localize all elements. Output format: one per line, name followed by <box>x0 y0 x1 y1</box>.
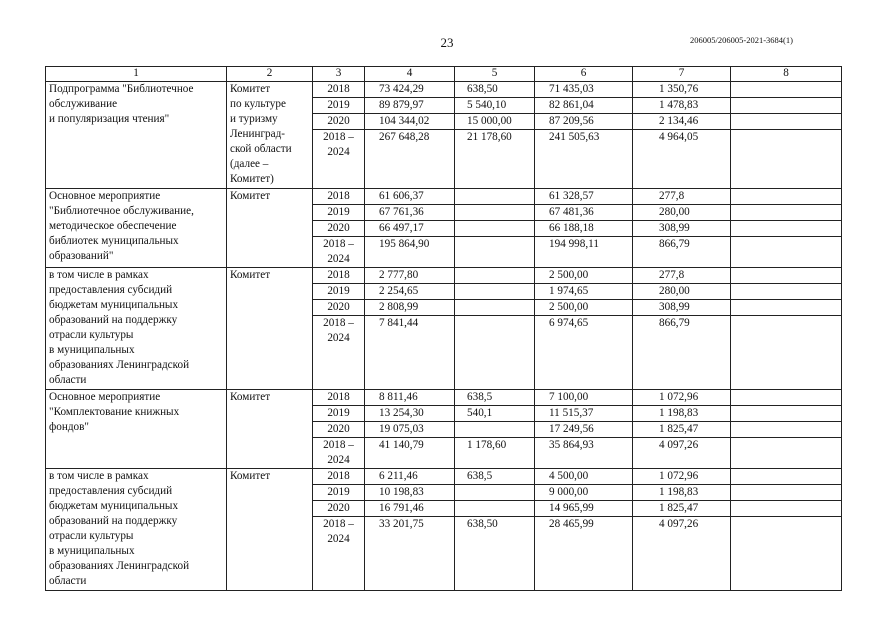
col6-amount-cell: 2 500,00 <box>535 300 633 316</box>
executor-cell: Комитет <box>227 469 313 591</box>
col8-cell <box>731 438 842 469</box>
total-amount-cell: 66 497,17 <box>365 221 455 237</box>
total-amount-cell: 13 254,30 <box>365 406 455 422</box>
year-cell: 2020 <box>313 501 365 517</box>
col6-amount-cell: 82 861,04 <box>535 98 633 114</box>
col8-cell <box>731 237 842 268</box>
total-amount-cell: 267 648,28 <box>365 130 455 189</box>
col7-amount-cell: 1 072,96 <box>633 469 731 485</box>
col8-cell <box>731 114 842 130</box>
col8-cell <box>731 469 842 485</box>
col8-cell <box>731 517 842 591</box>
col6-amount-cell: 28 465,99 <box>535 517 633 591</box>
col7-amount-cell: 4 097,26 <box>633 517 731 591</box>
col8-cell <box>731 406 842 422</box>
total-amount-cell: 7 841,44 <box>365 316 455 390</box>
budget-table <box>45 66 842 591</box>
col8-cell <box>731 268 842 284</box>
col8-cell <box>731 98 842 114</box>
col5-amount-cell <box>455 501 535 517</box>
program-name-cell: Подпрограмма "Библиотечное обслуживание и популяризация чтения" <box>46 82 227 189</box>
executor-cell: Комитет <box>227 390 313 469</box>
col6-amount-cell: 1 974,65 <box>535 284 633 300</box>
col7-amount-cell: 1 825,47 <box>633 422 731 438</box>
col6-amount-cell: 66 188,18 <box>535 221 633 237</box>
col6-amount-cell: 6 974,65 <box>535 316 633 390</box>
table-body <box>46 82 842 591</box>
col7-amount-cell: 1 350,76 <box>633 82 731 98</box>
col7-amount-cell: 1 198,83 <box>633 406 731 422</box>
year-cell: 2018 <box>313 268 365 284</box>
table-row <box>46 268 842 284</box>
total-amount-cell: 104 344,02 <box>365 114 455 130</box>
program-name-cell: Основное мероприятие "Библиотечное обслуживание, методическое обеспечение библиотек муниципальных образований" <box>46 189 227 268</box>
col6-amount-cell: 87 209,56 <box>535 114 633 130</box>
document-id: 206005/206005-2021-3684(1) <box>690 35 793 45</box>
total-amount-cell: 195 864,90 <box>365 237 455 268</box>
col8-cell <box>731 390 842 406</box>
header-cell: 8 <box>731 67 842 82</box>
col5-amount-cell <box>455 237 535 268</box>
col6-amount-cell: 194 998,11 <box>535 237 633 268</box>
year-cell: 2018 <box>313 390 365 406</box>
col5-amount-cell: 21 178,60 <box>455 130 535 189</box>
col7-amount-cell: 280,00 <box>633 205 731 221</box>
col5-amount-cell <box>455 300 535 316</box>
header-cell: 4 <box>365 67 455 82</box>
executor-cell: Комитет <box>227 268 313 390</box>
col7-amount-cell: 277,8 <box>633 189 731 205</box>
year-cell: 2020 <box>313 221 365 237</box>
total-amount-cell: 2 777,80 <box>365 268 455 284</box>
table-row <box>46 469 842 485</box>
total-amount-cell: 2 254,65 <box>365 284 455 300</box>
col5-amount-cell <box>455 268 535 284</box>
col6-amount-cell: 71 435,03 <box>535 82 633 98</box>
col5-amount-cell: 1 178,60 <box>455 438 535 469</box>
col6-amount-cell: 11 515,37 <box>535 406 633 422</box>
col7-amount-cell: 308,99 <box>633 300 731 316</box>
col6-amount-cell: 4 500,00 <box>535 469 633 485</box>
total-amount-cell: 41 140,79 <box>365 438 455 469</box>
total-amount-cell: 6 211,46 <box>365 469 455 485</box>
col8-cell <box>731 130 842 189</box>
year-cell: 2018 <box>313 469 365 485</box>
col5-amount-cell: 638,50 <box>455 517 535 591</box>
year-cell: 2019 <box>313 98 365 114</box>
total-amount-cell: 16 791,46 <box>365 501 455 517</box>
col5-amount-cell: 5 540,10 <box>455 98 535 114</box>
year-cell: 2018 – 2024 <box>313 130 365 189</box>
col7-amount-cell: 2 134,46 <box>633 114 731 130</box>
year-cell: 2018 – 2024 <box>313 237 365 268</box>
col5-amount-cell: 638,5 <box>455 469 535 485</box>
col7-amount-cell: 277,8 <box>633 268 731 284</box>
col7-amount-cell: 280,00 <box>633 284 731 300</box>
col6-amount-cell: 9 000,00 <box>535 485 633 501</box>
table-row <box>46 189 842 205</box>
col6-amount-cell: 17 249,56 <box>535 422 633 438</box>
total-amount-cell: 19 075,03 <box>365 422 455 438</box>
year-cell: 2018 – 2024 <box>313 316 365 390</box>
col7-amount-cell: 1 198,83 <box>633 485 731 501</box>
col8-cell <box>731 221 842 237</box>
header-row <box>46 67 842 82</box>
header-cell: 3 <box>313 67 365 82</box>
col7-amount-cell: 1 478,83 <box>633 98 731 114</box>
executor-cell: Комитет по культуре и туризму Ленинград- ской области (далее – Комитет) <box>227 82 313 189</box>
col8-cell <box>731 284 842 300</box>
col8-cell <box>731 422 842 438</box>
year-cell: 2020 <box>313 114 365 130</box>
header-cell: 1 <box>46 67 227 82</box>
program-name-cell: в том числе в рамках предоставления субсидий бюджетам муниципальных образований на поддержку отрасли культуры в муниципальных образованиях Ленинградской области <box>46 469 227 591</box>
col5-amount-cell: 540,1 <box>455 406 535 422</box>
col7-amount-cell: 866,79 <box>633 316 731 390</box>
col5-amount-cell <box>455 205 535 221</box>
col6-amount-cell: 14 965,99 <box>535 501 633 517</box>
col5-amount-cell <box>455 221 535 237</box>
year-cell: 2018 <box>313 82 365 98</box>
total-amount-cell: 61 606,37 <box>365 189 455 205</box>
header-cell: 7 <box>633 67 731 82</box>
col7-amount-cell: 1 825,47 <box>633 501 731 517</box>
col7-amount-cell: 308,99 <box>633 221 731 237</box>
year-cell: 2019 <box>313 406 365 422</box>
header-cell: 2 <box>227 67 313 82</box>
total-amount-cell: 33 201,75 <box>365 517 455 591</box>
total-amount-cell: 89 879,97 <box>365 98 455 114</box>
program-name-cell: Основное мероприятие "Комплектование книжных фондов" <box>46 390 227 469</box>
col5-amount-cell <box>455 284 535 300</box>
year-cell: 2020 <box>313 300 365 316</box>
total-amount-cell: 10 198,83 <box>365 485 455 501</box>
year-cell: 2018 <box>313 189 365 205</box>
col5-amount-cell <box>455 422 535 438</box>
col8-cell <box>731 485 842 501</box>
col5-amount-cell <box>455 189 535 205</box>
header-cell: 6 <box>535 67 633 82</box>
col7-amount-cell: 866,79 <box>633 237 731 268</box>
col8-cell <box>731 501 842 517</box>
col6-amount-cell: 2 500,00 <box>535 268 633 284</box>
col7-amount-cell: 4 964,05 <box>633 130 731 189</box>
year-cell: 2019 <box>313 205 365 221</box>
col8-cell <box>731 82 842 98</box>
col6-amount-cell: 7 100,00 <box>535 390 633 406</box>
col8-cell <box>731 189 842 205</box>
total-amount-cell: 67 761,36 <box>365 205 455 221</box>
program-name-cell: в том числе в рамках предоставления субсидий бюджетам муниципальных образований на поддержку отрасли культуры в муниципальных образованиях Ленинградской области <box>46 268 227 390</box>
col7-amount-cell: 1 072,96 <box>633 390 731 406</box>
col7-amount-cell: 4 097,26 <box>633 438 731 469</box>
year-cell: 2019 <box>313 485 365 501</box>
table-row <box>46 82 842 98</box>
year-cell: 2020 <box>313 422 365 438</box>
total-amount-cell: 2 808,99 <box>365 300 455 316</box>
table-row <box>46 390 842 406</box>
col8-cell <box>731 300 842 316</box>
total-amount-cell: 8 811,46 <box>365 390 455 406</box>
col8-cell <box>731 205 842 221</box>
col6-amount-cell: 241 505,63 <box>535 130 633 189</box>
col5-amount-cell: 15 000,00 <box>455 114 535 130</box>
col5-amount-cell <box>455 316 535 390</box>
year-cell: 2018 – 2024 <box>313 438 365 469</box>
header-cell: 5 <box>455 67 535 82</box>
col6-amount-cell: 67 481,36 <box>535 205 633 221</box>
total-amount-cell: 73 424,29 <box>365 82 455 98</box>
executor-cell: Комитет <box>227 189 313 268</box>
year-cell: 2018 – 2024 <box>313 517 365 591</box>
year-cell: 2019 <box>313 284 365 300</box>
col5-amount-cell <box>455 485 535 501</box>
col5-amount-cell: 638,5 <box>455 390 535 406</box>
page-number: 23 <box>440 35 454 50</box>
col5-amount-cell: 638,50 <box>455 82 535 98</box>
col6-amount-cell: 35 864,93 <box>535 438 633 469</box>
col6-amount-cell: 61 328,57 <box>535 189 633 205</box>
col8-cell <box>731 316 842 390</box>
